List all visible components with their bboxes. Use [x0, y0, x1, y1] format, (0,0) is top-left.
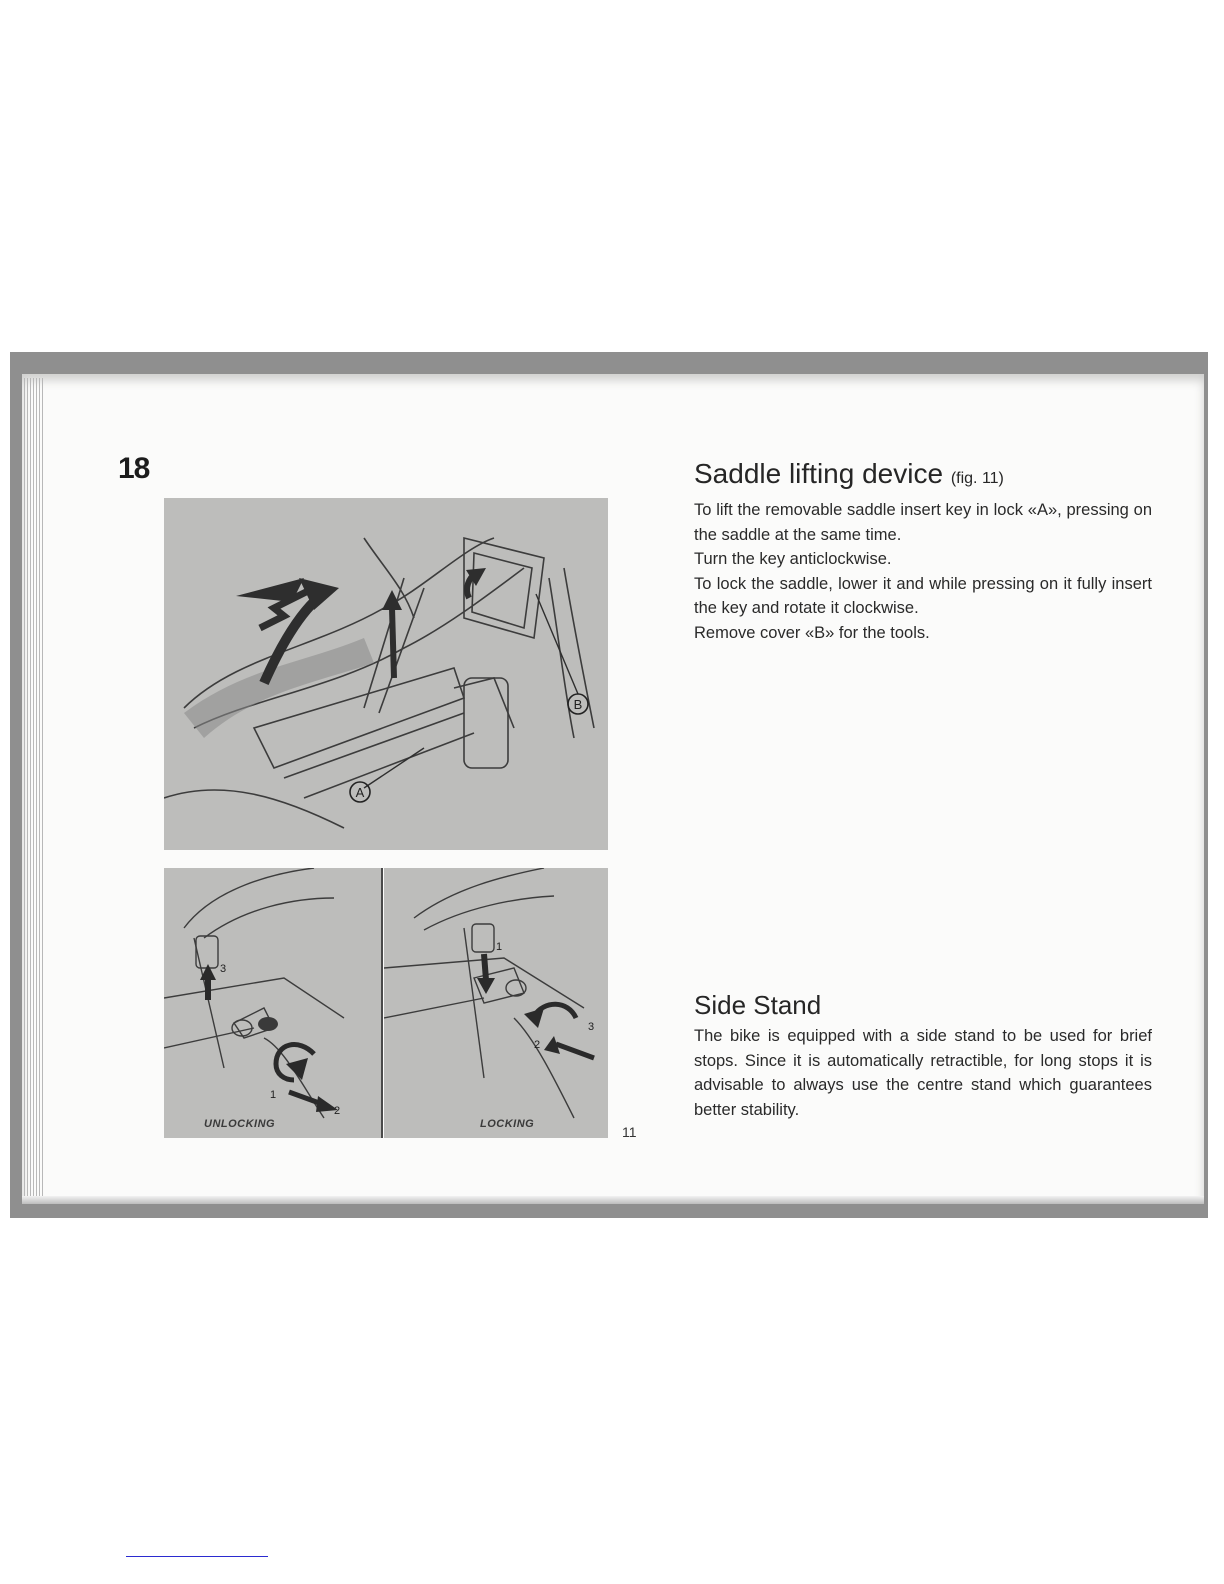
page-number: 18: [118, 452, 150, 485]
step-1: 1: [270, 1089, 277, 1101]
section-title-saddle: [694, 458, 1004, 490]
lock-step-2: 2: [534, 1039, 541, 1051]
callout-b: B: [573, 697, 583, 712]
unlocking-illustration: [164, 868, 382, 1138]
saddle-line-1: To lift the removable saddle insert key in lock «A», pressing on the saddle at the same time.: [694, 501, 1152, 544]
saddle-title-text: Saddle lifting device: [694, 458, 944, 489]
saddle-line-4: Remove cover «B» for the tools.: [694, 623, 930, 642]
figure-reference: (fig. 11): [950, 470, 1004, 487]
callout-a: A: [355, 785, 365, 800]
caption-unlocking: UNLOCKING: [204, 1118, 276, 1130]
page-stack-edges: [22, 378, 44, 1204]
saddle-lifting-illustration: [164, 498, 608, 850]
page-bottom-shadow: [22, 1196, 1204, 1204]
caption-locking: LOCKING: [480, 1118, 535, 1130]
lock-step-1: 1: [496, 941, 503, 953]
locking-illustration: [384, 868, 608, 1138]
footnote-rule: [126, 1556, 268, 1557]
saddle-line-2: Turn the key anticlockwise.: [694, 550, 892, 568]
step-2: 2: [334, 1105, 341, 1117]
figure-divider: [381, 868, 383, 1138]
saddle-line-3: To lock the saddle, lower it and while pressing on it fully insert the key and rotate it clockwise.: [694, 574, 1152, 617]
step-3: 3: [220, 963, 227, 975]
side-stand-text: The bike is equipped with a side stand to be used for brief stops. Since it is automatically retractible, for long stops it is advisable to always use the centre stand which guarantees better stability.: [694, 1027, 1152, 1119]
saddle-instructions: [694, 498, 1152, 645]
figure-number: 11: [622, 1124, 637, 1140]
section-title-side-stand: Side Stand: [694, 990, 822, 1020]
lock-step-3: 3: [588, 1021, 595, 1033]
